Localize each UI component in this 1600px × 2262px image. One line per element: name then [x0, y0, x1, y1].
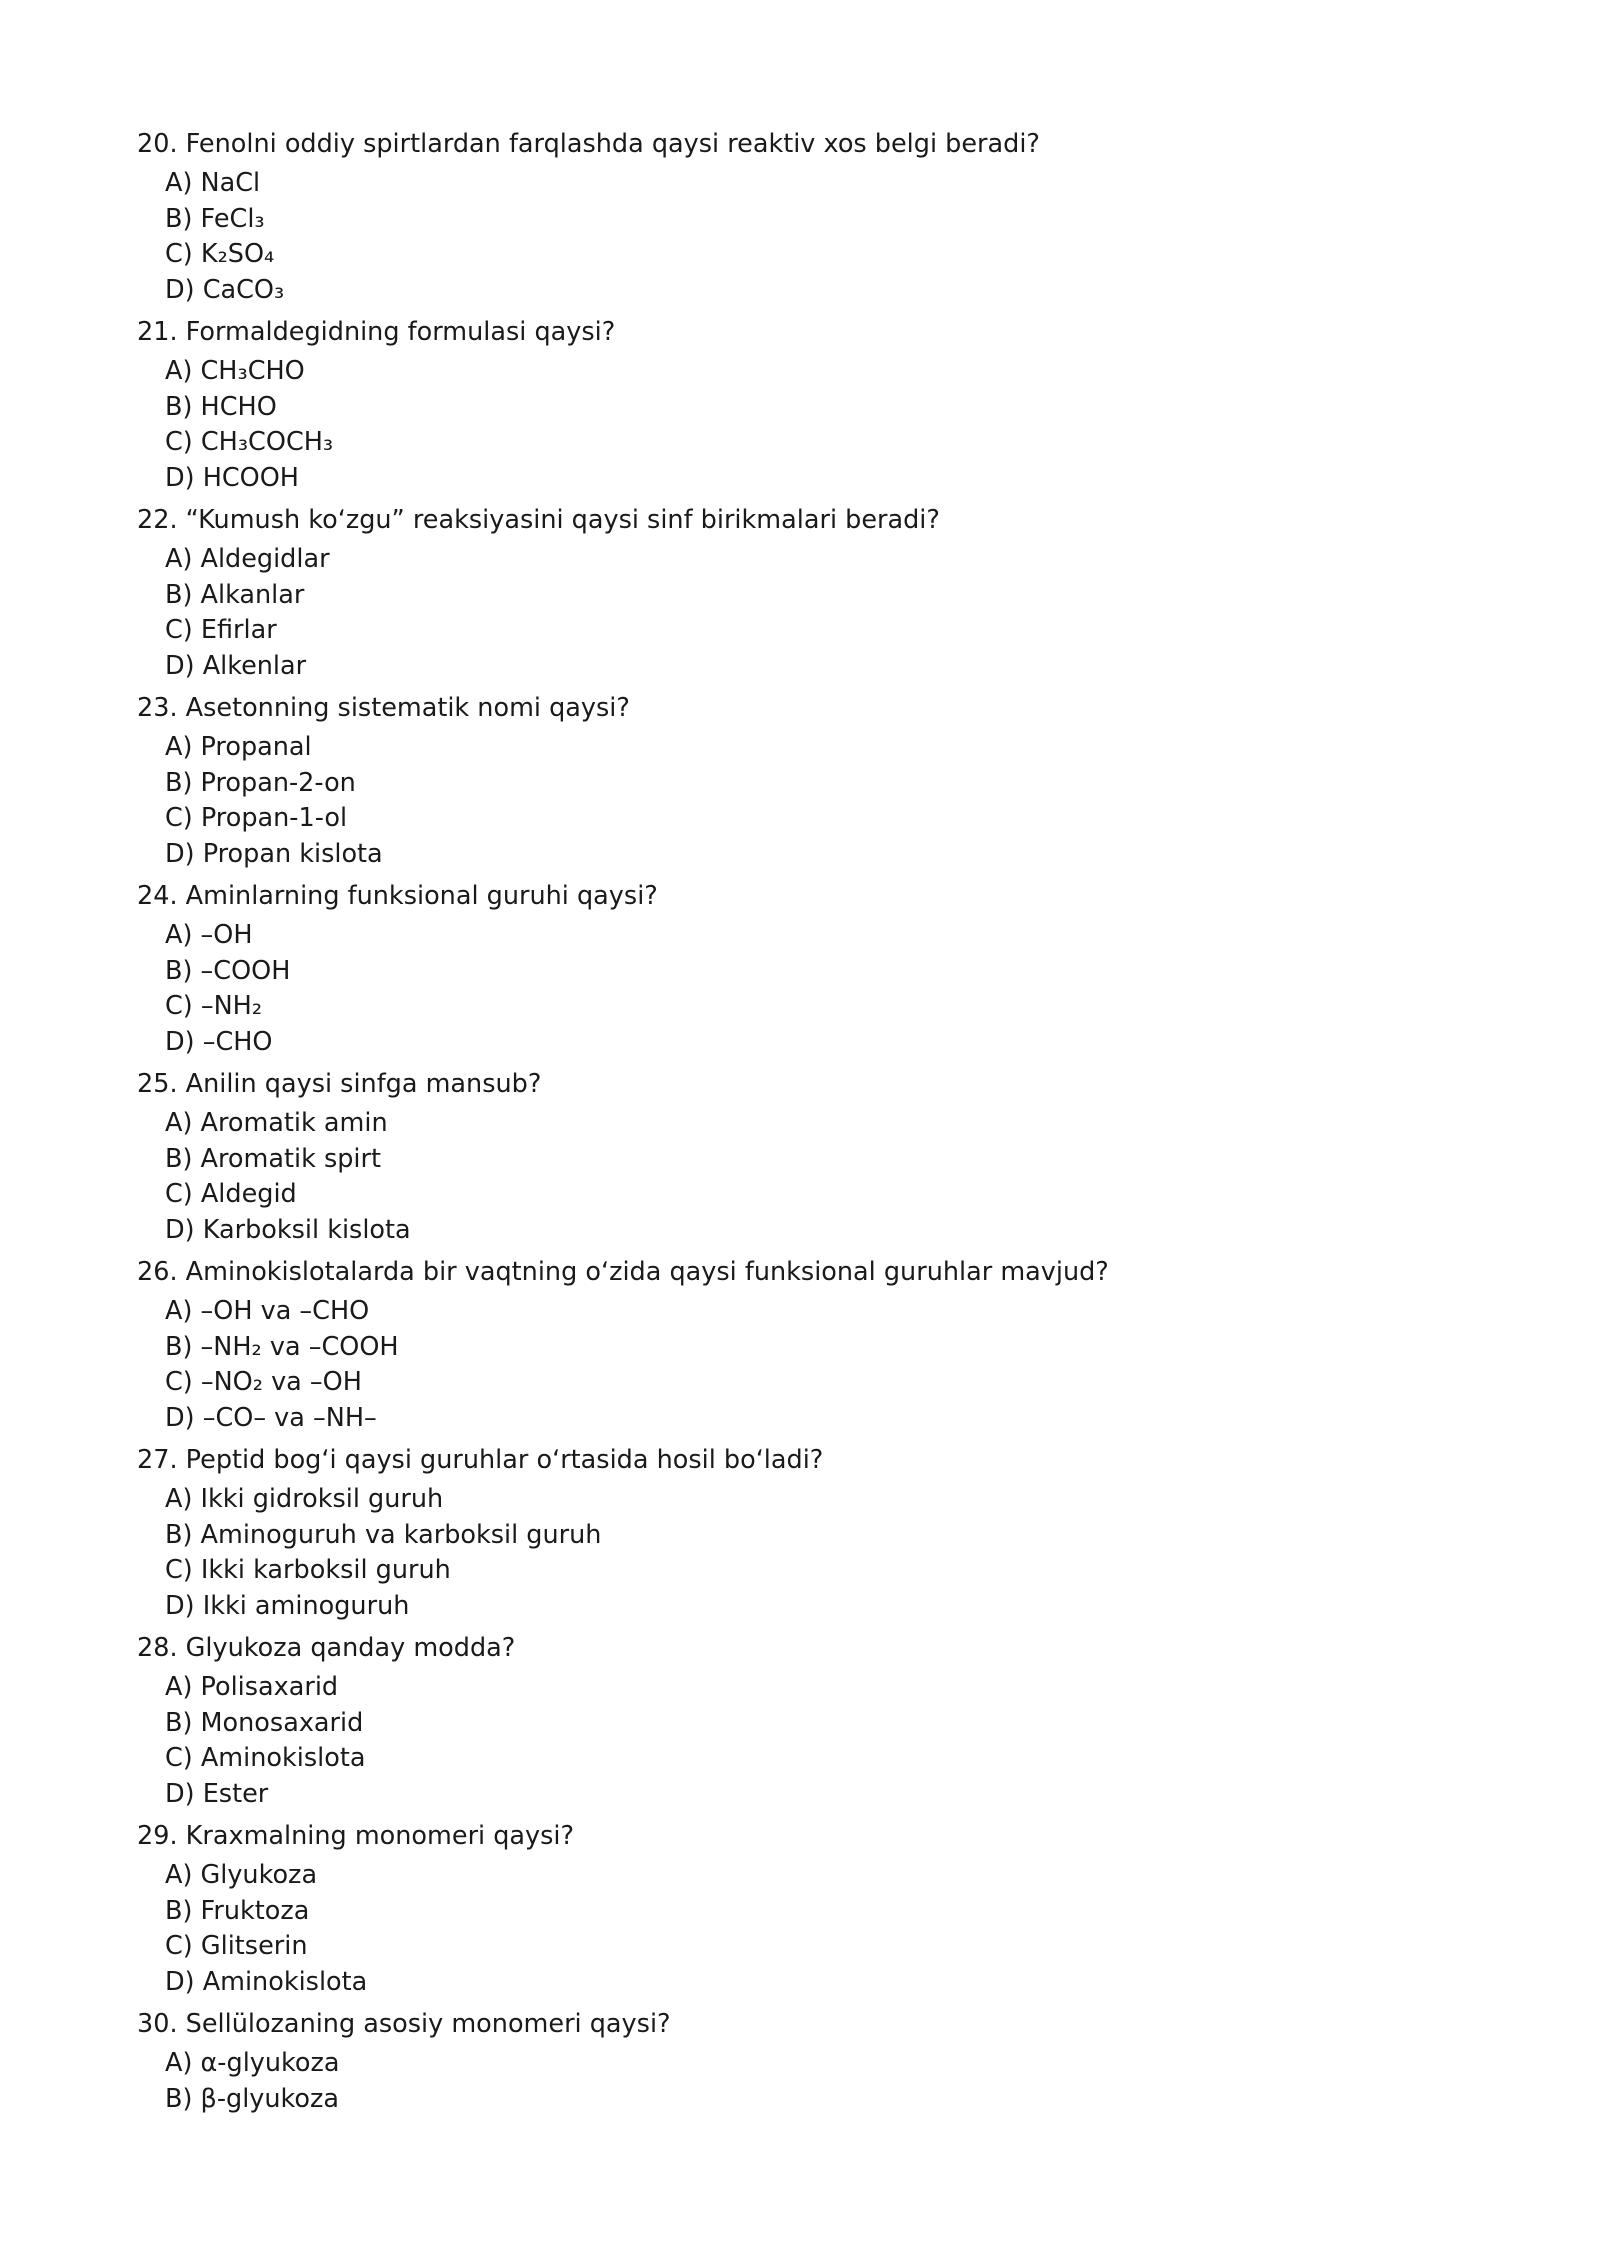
question-22 [137, 502, 1600, 684]
option-d: D) –CO– va –NH– [165, 1402, 377, 1433]
option-c: C) CH₃COCH₃ [165, 427, 334, 457]
question-20 [137, 126, 1600, 308]
option-c: C) –NH₂ [165, 991, 263, 1021]
option-b: B) Alkanlar [165, 579, 305, 610]
option-b: B) Aminoguruh va karboksil guruh [165, 1519, 602, 1550]
option-b: B) –NH₂ va –COOH [165, 1331, 399, 1362]
question-text: 22. “Kumush koʻzgu” reaksiyasini qaysi sinf birikmalari beradi? [137, 505, 940, 535]
option-b: B) –COOH [165, 955, 291, 986]
question-text: 24. Aminlarning funksional guruhi qaysi? [137, 881, 658, 911]
question-25 [137, 1066, 1600, 1248]
option-a: A) –OH va –CHO [165, 1296, 370, 1326]
question-29 [137, 1818, 1600, 2000]
option-b: B) HCHO [165, 391, 277, 422]
option-d: D) Propan kislota [165, 838, 383, 869]
option-b: B) Monosaxarid [165, 1707, 364, 1738]
option-c: C) Aminokislota [165, 1743, 366, 1773]
option-d: D) –CHO [165, 1026, 273, 1057]
question-27 [137, 1442, 1600, 1624]
question-text: 20. Fenolni oddiy spirtlardan farqlashda qaysi reaktiv xos belgi beradi? [137, 129, 1040, 159]
option-b: B) Propan-2-on [165, 767, 356, 798]
answer-options [137, 1858, 1600, 2000]
option-d: D) HCOOH [165, 462, 299, 493]
option-a: A) Ikki gidroksil guruh [165, 1484, 444, 1514]
question-28 [137, 1630, 1600, 1812]
option-a: A) Glyukoza [165, 1860, 318, 1890]
question-text: 26. Aminokislotalarda bir vaqtning oʻzida qaysi funksional guruhlar mavjud? [137, 1257, 1109, 1287]
option-a: A) Aromatik amin [165, 1108, 388, 1138]
option-a: A) CH₃CHO [165, 356, 305, 386]
option-a: A) Propanal [165, 732, 312, 762]
answer-options [137, 1482, 1600, 1624]
option-b: B) Fruktoza [165, 1895, 310, 1926]
answer-options [137, 730, 1600, 872]
option-d: D) Karboksil kislota [165, 1214, 411, 1245]
question-text: 25. Anilin qaysi sinfga mansub? [137, 1069, 542, 1099]
option-d: D) Ester [165, 1778, 269, 1809]
option-c: C) Propan-1-ol [165, 803, 348, 833]
option-a: A) NaCl [165, 168, 261, 198]
question-text: 29. Kraxmalning monomeri qaysi? [137, 1821, 575, 1851]
answer-options [137, 1294, 1600, 1436]
answer-options [137, 1670, 1600, 1812]
option-a: A) Polisaxarid [165, 1672, 339, 1702]
question-text: 23. Asetonning sistematik nomi qaysi? [137, 693, 630, 723]
option-c: C) Efirlar [165, 615, 277, 645]
question-23 [137, 690, 1600, 872]
question-text: 21. Formaldegidning formulasi qaysi? [137, 317, 616, 347]
option-a: A) –OH [165, 920, 253, 950]
option-c: C) Aldegid [165, 1179, 297, 1209]
option-d: D) Alkenlar [165, 650, 307, 681]
answer-options [137, 354, 1600, 496]
option-c: C) K₂SO₄ [165, 239, 275, 269]
option-c: C) Ikki karboksil guruh [165, 1555, 451, 1585]
option-c: C) Glitserin [165, 1931, 308, 1961]
question-text: 28. Glyukoza qanday modda? [137, 1633, 516, 1663]
answer-options [137, 166, 1600, 308]
option-b: B) β-glyukoza [165, 2083, 340, 2114]
option-c: C) –NO₂ va –OH [165, 1367, 362, 1397]
question-text: 27. Peptid bogʻi qaysi guruhlar oʻrtasida hosil boʻladi? [137, 1445, 824, 1475]
answer-options [137, 2046, 1600, 2117]
option-a: A) Aldegidlar [165, 544, 330, 574]
answer-options [137, 918, 1600, 1060]
option-d: D) Aminokislota [165, 1966, 368, 1997]
option-d: D) Ikki aminoguruh [165, 1590, 410, 1621]
answer-options [137, 542, 1600, 684]
question-text: 30. Sellülozaning asosiy monomeri qaysi? [137, 2009, 671, 2039]
answer-options [137, 1106, 1600, 1248]
question-21 [137, 314, 1600, 496]
option-d: D) CaCO₃ [165, 274, 285, 305]
question-26 [137, 1254, 1600, 1436]
option-b: B) FeCl₃ [165, 203, 265, 234]
option-b: B) Aromatik spirt [165, 1143, 381, 1174]
question-30 [137, 2006, 1600, 2117]
option-a: A) α-glyukoza [165, 2048, 340, 2078]
question-24 [137, 878, 1600, 1060]
